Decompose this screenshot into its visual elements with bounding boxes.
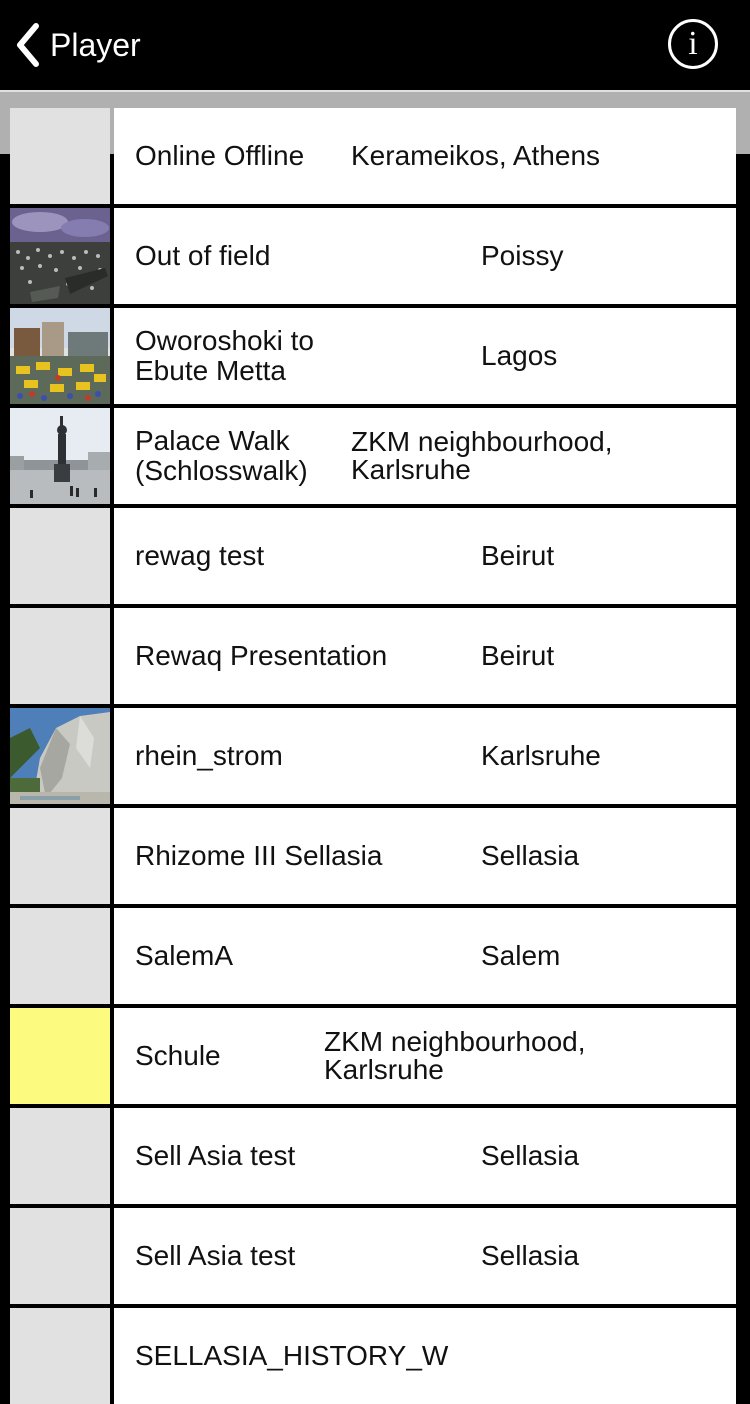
walk-thumbnail-image: [10, 408, 110, 504]
walk-name: Oworoshoki to Ebute Metta: [135, 325, 314, 386]
walk-location: Kerameikos, Athens: [351, 140, 601, 171]
walk-row[interactable]: [10, 908, 736, 1004]
walk-cell[interactable]: [114, 408, 736, 504]
walk-thumbnail-placeholder: [10, 508, 110, 604]
walk-name: Sell Asia test: [135, 1140, 296, 1171]
walk-name: Rewaq Presentation: [135, 640, 388, 671]
walk-name: rewag test: [135, 540, 265, 571]
walk-cell[interactable]: [114, 308, 736, 404]
walk-location: Sellasia: [481, 1140, 580, 1171]
walk-thumbnail-placeholder: [10, 1008, 110, 1104]
walk-thumbnail-image: [10, 708, 110, 804]
walk-location: Lagos: [481, 340, 558, 371]
walk-thumbnail-placeholder: [10, 1308, 110, 1404]
walk-row[interactable]: [10, 108, 736, 204]
walk-row[interactable]: [10, 408, 736, 504]
walk-name: Online Offline: [135, 140, 305, 171]
walk-row[interactable]: [10, 308, 736, 404]
walk-cell[interactable]: [114, 1008, 736, 1104]
walk-location: ZKM neighbourhood, Karlsruhe: [324, 1026, 586, 1085]
walk-cell[interactable]: [114, 908, 736, 1004]
walk-cell[interactable]: [114, 1108, 736, 1204]
navigation-bar: [0, 0, 750, 90]
walk-cell[interactable]: [114, 208, 736, 304]
walk-thumbnail-placeholder: [10, 808, 110, 904]
walk-thumbnail-image: [10, 208, 110, 304]
walk-cell[interactable]: [114, 608, 736, 704]
walk-row[interactable]: [10, 1108, 736, 1204]
walk-row[interactable]: [10, 208, 736, 304]
walk-name: Sell Asia test: [135, 1240, 296, 1271]
walk-thumbnail-placeholder: [10, 1208, 110, 1304]
walk-cell[interactable]: [114, 1208, 736, 1304]
walk-location: Poissy: [481, 240, 564, 271]
walk-location: Sellasia: [481, 840, 580, 871]
walk-location: Beirut: [481, 640, 555, 671]
walk-name: SELLASIA_HISTORY_W: [135, 1340, 449, 1371]
walk-row[interactable]: [10, 1208, 736, 1304]
walk-row[interactable]: [10, 1008, 736, 1104]
walk-location: Salem: [481, 940, 561, 971]
walk-row[interactable]: [10, 708, 736, 804]
back-button[interactable]: [14, 20, 141, 70]
walk-cell[interactable]: [114, 708, 736, 804]
walk-name: Rhizome III Sellasia: [135, 840, 383, 871]
walk-location: Karlsruhe: [481, 740, 601, 771]
info-button[interactable]: [668, 19, 718, 69]
walk-thumbnail-placeholder: [10, 608, 110, 704]
walk-row[interactable]: [10, 608, 736, 704]
walk-location: ZKM neighbourhood, Karlsruhe: [351, 426, 613, 485]
walk-cell[interactable]: [114, 808, 736, 904]
walk-thumbnail-placeholder: [10, 908, 110, 1004]
walk-name: Palace Walk (Schlosswalk): [135, 425, 308, 486]
walk-name: SalemA: [135, 940, 234, 971]
walk-cell[interactable]: [114, 108, 736, 204]
walk-list[interactable]: [0, 140, 750, 1371]
walk-location: Beirut: [481, 540, 555, 571]
walk-cell[interactable]: [114, 1308, 736, 1404]
walk-thumbnail-placeholder: [10, 108, 110, 204]
chevron-left-icon: [14, 22, 42, 68]
walk-row[interactable]: [10, 508, 736, 604]
walk-name: Schule: [135, 1040, 221, 1071]
walk-location: Sellasia: [481, 1240, 580, 1271]
back-button-label: Player: [50, 26, 141, 63]
walk-name: Out of field: [135, 240, 271, 271]
walk-thumbnail-image: [10, 308, 110, 404]
walk-thumbnail-placeholder: [10, 1108, 110, 1204]
walk-name: rhein_strom: [135, 740, 283, 771]
info-icon: i: [688, 25, 698, 62]
walk-cell[interactable]: [114, 508, 736, 604]
walk-row[interactable]: [10, 808, 736, 904]
walk-row[interactable]: [10, 1308, 736, 1404]
